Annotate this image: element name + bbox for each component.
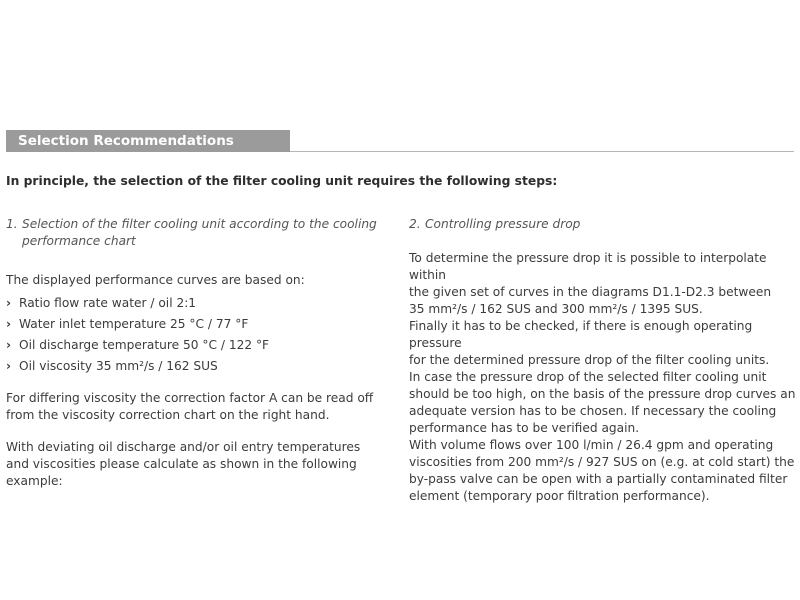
text-line: Finally it has to be checked, if there is enough operating pressure <box>409 319 753 350</box>
text-line: performance has to be verified again. <box>409 421 640 435</box>
conditions-list <box>6 295 386 375</box>
text-line: for the determined pressure drop of the filter cooling units. <box>409 353 770 367</box>
text-line: viscosities from 200 mm²/s / 927 SUS on (e.g. at cold start) the <box>409 455 795 469</box>
text-line: In case the pressure drop of the selected filter cooling unit <box>409 370 767 384</box>
intro-text: In principle, the selection of the filter cooling unit requires the following steps: <box>6 174 558 188</box>
curves-intro: The displayed performance curves are based on: <box>6 273 305 287</box>
section-divider <box>290 151 794 152</box>
text-line: 35 mm²/s / 162 SUS and 300 mm²/s / 1395 SUS. <box>409 302 703 316</box>
step-2-heading <box>409 216 797 233</box>
section-title: Selection Recommendations <box>18 133 234 149</box>
list-item: › Ratio flow rate water / oil 2:1 <box>6 296 197 310</box>
left-column <box>6 216 386 490</box>
text-line: by-pass valve can be open with a partially contaminated filter <box>409 472 788 486</box>
list-item: › Water inlet temperature 25 °C / 77 °F <box>6 317 249 331</box>
step-1-title: Selection of the filter cooling unit according to the cooling performance chart <box>22 217 377 248</box>
section-header <box>6 130 290 152</box>
pressure-drop-text <box>409 250 797 505</box>
chevron-right-icon: › <box>6 338 12 352</box>
text-line: With volume flows over 100 l/min / 26.4 gpm and operating <box>409 438 774 452</box>
chevron-right-icon: › <box>6 296 12 310</box>
step-1-number: 1. <box>6 217 18 231</box>
deviating-paragraph: With deviating oil discharge and/or oil entry temperatures and viscosities please calculate as shown in the following example: <box>6 440 361 488</box>
text-line: should be too high, on the basis of the pressure drop curves an <box>409 387 796 401</box>
list-item: › Oil viscosity 35 mm²/s / 162 SUS <box>6 359 218 373</box>
chevron-right-icon: › <box>6 359 12 373</box>
viscosity-paragraph: For differing viscosity the correction factor A can be read off from the viscosity correction chart on the right hand. <box>6 391 374 422</box>
right-column <box>409 216 797 505</box>
text-line: the given set of curves in the diagrams D1.1-D2.3 between <box>409 285 772 299</box>
text-line: adequate version has to be chosen. If necessary the cooling <box>409 404 777 418</box>
text-line: To determine the pressure drop it is possible to interpolate within <box>409 251 767 282</box>
step-2-number: 2. <box>409 217 421 231</box>
chevron-right-icon: › <box>6 317 12 331</box>
step-1-heading <box>6 216 386 250</box>
text-line: element (temporary poor filtration performance). <box>409 489 710 503</box>
list-item: › Oil discharge temperature 50 °C / 122 °F <box>6 338 270 352</box>
step-2-title: Controlling pressure drop <box>425 217 581 231</box>
